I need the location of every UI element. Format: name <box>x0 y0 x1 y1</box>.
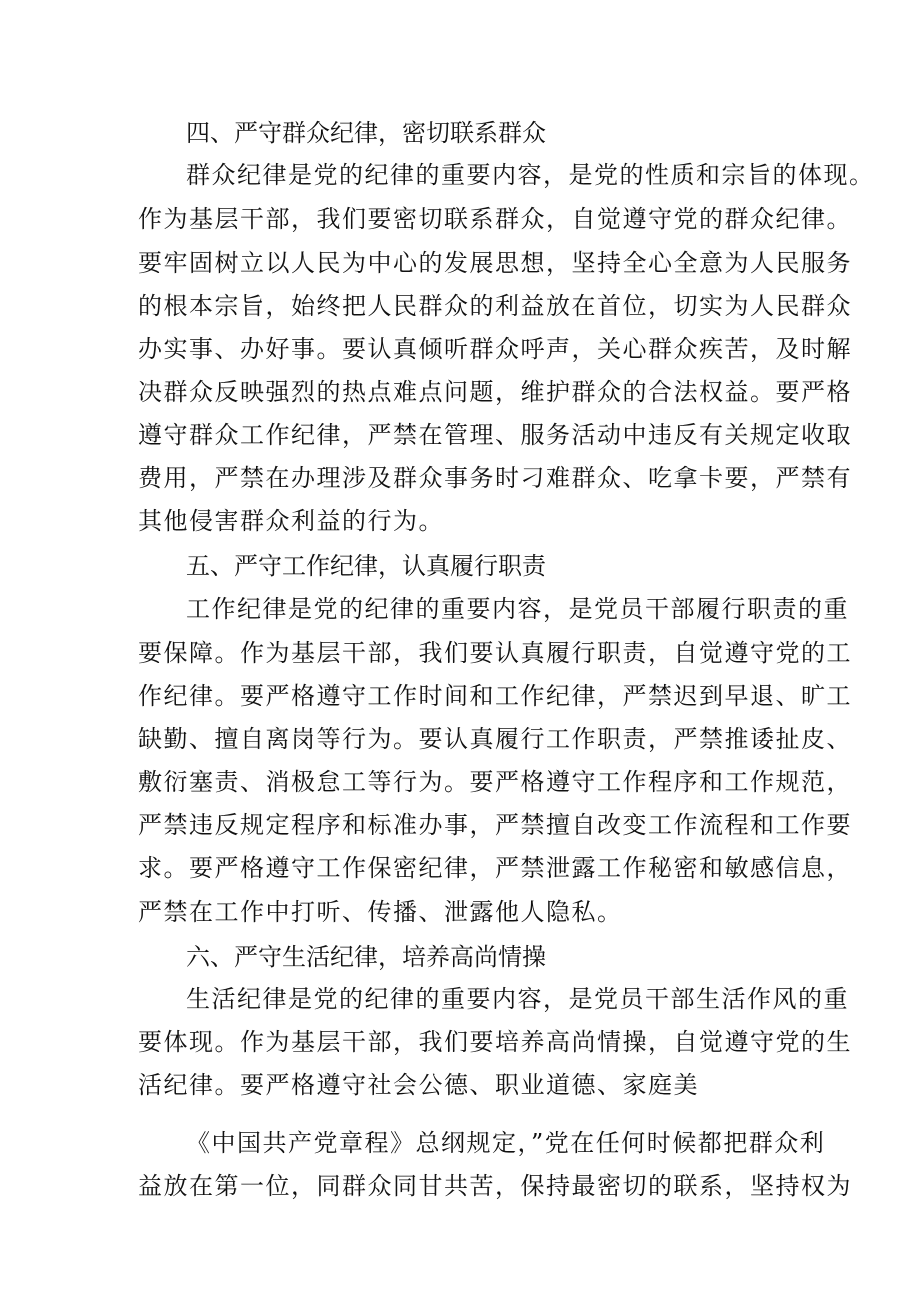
section-5-line: 敷衍塞责、消极怠工等行为。要严格遵守工作程序和工作规范， <box>138 768 852 796</box>
closing-line: 益放在第一位，同群众同甘共苦，保持最密切的联系，坚持权为 <box>138 1172 852 1200</box>
section-6-line: 要体现。作为基层干部，我们要培养高尚情操，自觉遵守党的生 <box>138 1028 852 1056</box>
section-4-line: 要牢固树立以人民为中心的发展思想，坚持全心全意为人民服务 <box>138 249 852 277</box>
section-5-line: 严禁在工作中打听、传播、泄露他人隐私。 <box>138 898 623 926</box>
section-4-line: 遵守群众工作纪律，严禁在管理、服务活动中违反有关规定收取 <box>138 421 852 449</box>
section-5-line: 严禁违反规定程序和标准办事，严禁擅自改变工作流程和工作要 <box>138 811 852 839</box>
section-heading-6: 六、严守生活纪律，培养高尚情操 <box>186 943 546 971</box>
section-4-line: 费用，严禁在办理涉及群众事务时刁难群众、吃拿卡要，严禁有 <box>138 464 852 492</box>
section-6-line: 生活纪律是党的纪律的重要内容，是党员干部生活作风的重 <box>186 985 849 1013</box>
section-heading-4: 四、严守群众纪律，密切联系群众 <box>186 119 546 147</box>
section-4-line: 办实事、办好事。要认真倾听群众呼声，关心群众疾苦，及时解 <box>138 335 852 363</box>
section-4-line: 其他侵害群众利益的行为。 <box>138 507 444 535</box>
closing-line: 《中国共产党章程》总纲规定，”党在任何时候都把群众利 <box>186 1129 826 1157</box>
section-5-line: 要保障。作为基层干部，我们要认真履行职责，自觉遵守党的工 <box>138 639 852 667</box>
section-4-line: 决群众反映强烈的热点难点问题，维护群众的合法权益。要严格 <box>138 378 852 406</box>
section-5-line: 求。要严格遵守工作保密纪律，严禁泄露工作秘密和敏感信息， <box>138 854 852 882</box>
section-4-line: 的根本宗旨，始终把人民群众的利益放在首位，切实为人民群众 <box>138 292 852 320</box>
section-heading-5: 五、严守工作纪律，认真履行职责 <box>186 552 546 580</box>
section-4-line: 作为基层干部，我们要密切联系群众，自觉遵守党的群众纪律。 <box>138 205 852 233</box>
section-5-line: 作纪律。要严格遵守工作时间和工作纪律，严禁迟到早退、旷工 <box>138 682 852 710</box>
section-5-line: 工作纪律是党的纪律的重要内容，是党员干部履行职责的重 <box>186 595 849 623</box>
section-4-line: 群众纪律是党的纪律的重要内容，是党的性质和宗旨的体现。 <box>186 161 875 189</box>
section-6-line: 活纪律。要严格遵守社会公德、职业道德、家庭美 <box>138 1071 699 1099</box>
section-5-line: 缺勤、擅自离岗等行为。要认真履行工作职责，严禁推诿扯皮、 <box>138 725 852 753</box>
